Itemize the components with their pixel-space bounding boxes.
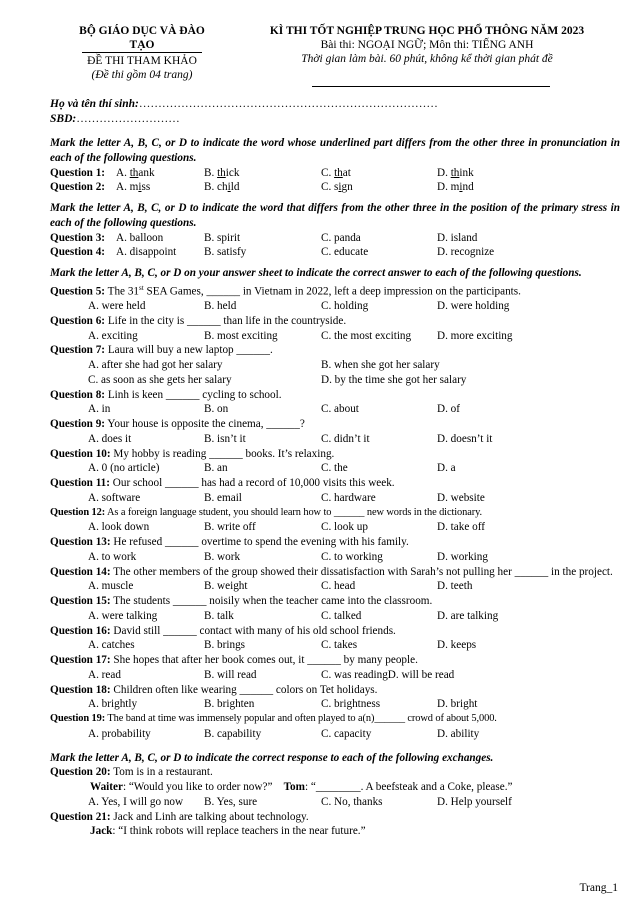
answer-options: [50, 329, 620, 344]
option-d[interactable]: D. recognize: [437, 246, 495, 259]
answer-options: [50, 727, 620, 742]
option-b[interactable]: B. on: [204, 403, 229, 416]
question-label: Question 18:: [50, 683, 111, 696]
candidate-name-field[interactable]: ……………………………………………………………………: [138, 98, 438, 110]
question-label: Question 4:: [50, 246, 106, 259]
option-b[interactable]: B. write off: [204, 521, 256, 534]
question-3: [50, 231, 620, 246]
question-label: Question 16:: [50, 624, 111, 637]
option-b[interactable]: B. an: [204, 462, 228, 475]
option-c[interactable]: C. to working: [321, 550, 383, 563]
option-c[interactable]: C. hardware: [321, 491, 376, 504]
option-b[interactable]: B. satisfy: [204, 246, 247, 259]
exam-body: [50, 136, 620, 839]
question-19: [50, 712, 620, 727]
exam-type: ĐỀ THI THAM KHẢO: [87, 55, 197, 67]
question-21: [50, 810, 620, 825]
header-right: [236, 24, 618, 66]
candidate-name-label: Họ và tên thí sinh:: [50, 98, 139, 110]
question-14: [50, 565, 620, 580]
option-b[interactable]: B. when she got her salary: [321, 359, 440, 372]
option-a[interactable]: A. software: [88, 491, 141, 504]
option-c[interactable]: C. panda: [321, 231, 361, 244]
option-d[interactable]: D. are talking: [437, 609, 499, 622]
option-c[interactable]: C. about: [321, 403, 359, 416]
option-a[interactable]: A. miss: [116, 181, 151, 194]
option-b[interactable]: B. most exciting: [204, 329, 278, 342]
question-label: Question 13:: [50, 536, 111, 549]
option-a[interactable]: A. does it: [88, 432, 132, 445]
speaker-text: : “________. A beefsteak and a Coke, please.”: [304, 781, 513, 794]
answer-options: [50, 491, 620, 506]
option-a[interactable]: A. look down: [88, 521, 150, 534]
option-c[interactable]: C. the: [321, 462, 348, 475]
pages-note: (Đề thi gồm 04 trang): [91, 69, 193, 81]
question-label: Question 2:: [50, 181, 106, 194]
title-divider: [312, 86, 550, 87]
option-a[interactable]: A. after she had got her salary: [88, 359, 223, 372]
option-c[interactable]: C. as soon as she gets her salary: [88, 373, 232, 386]
question-17: [50, 653, 620, 668]
question-text: The students ______ noisily when the teacher came into the classroom.: [113, 595, 433, 608]
sbd-field[interactable]: ………………………: [76, 113, 180, 125]
option-b[interactable]: B. child: [204, 181, 240, 194]
answer-options: [50, 402, 620, 417]
header-left: [52, 24, 232, 82]
option-c-d[interactable]: C. was readingD. will be read: [321, 668, 455, 681]
option-b[interactable]: B. spirit: [204, 231, 241, 244]
question-text: Jack and Linh are talking about technology.: [113, 810, 309, 823]
option-d[interactable]: D. keeps: [437, 639, 477, 652]
option-d[interactable]: D. working: [437, 550, 488, 563]
question-9: [50, 417, 620, 432]
question-text: My hobby is reading ______ books. It’s relaxing.: [113, 447, 335, 460]
option-d[interactable]: D. website: [437, 491, 485, 504]
section1-instruction: Mark the letter A, B, C, or D to indicate the word whose underlined part differs from the other three in pronunciation in each of the following questions.: [50, 137, 620, 164]
question-text: The band at time was immensely popular and often played to a(n)______ crowd of about 5,000.: [107, 713, 497, 725]
option-d[interactable]: D. doesn’t it: [437, 432, 493, 445]
question-4: [50, 245, 620, 260]
option-b[interactable]: B. work: [204, 550, 241, 563]
option-c[interactable]: C. No, thanks: [321, 795, 383, 808]
exam-subject: Bài thi: NGOẠI NGỮ; Môn thi: TIẾNG ANH: [320, 39, 534, 51]
option-d[interactable]: D. Help yourself: [437, 795, 512, 808]
question-7: [50, 343, 620, 358]
question-text: As a foreign language student, you should learn how to ______ new words in the dictionary.: [107, 506, 483, 518]
option-c[interactable]: C. that: [321, 166, 351, 179]
question-label: Question 5:: [50, 285, 106, 298]
option-d[interactable]: D. by the time she got her salary: [321, 373, 467, 386]
option-b[interactable]: B. capability: [204, 727, 262, 740]
option-d[interactable]: D. ability: [437, 727, 480, 740]
section2-instruction: Mark the letter A, B, C, or D to indicate the word that differs from the other three in the position of the primary stress in each of the following questions.: [50, 202, 620, 229]
option-a[interactable]: A. in: [88, 403, 111, 416]
question-text: Tom is in a restaurant.: [113, 766, 213, 779]
option-a[interactable]: A. to work: [88, 550, 137, 563]
question-13: [50, 535, 620, 550]
question-6: [50, 314, 620, 329]
sbd-label: SBD:: [50, 113, 77, 125]
option-b[interactable]: B. thick: [204, 166, 240, 179]
question-text: Laura will buy a new laptop ______.: [107, 344, 273, 357]
dialogue-line: [50, 824, 620, 839]
question-label: Question 3:: [50, 231, 106, 244]
option-c[interactable]: C. sign: [321, 181, 353, 194]
option-c[interactable]: C. head: [321, 580, 356, 593]
answer-options: [50, 358, 620, 373]
question-5: [50, 281, 620, 299]
speaker-label: Tom: [283, 781, 305, 794]
question-text: He refused ______ overtime to spend the evening with his family.: [113, 536, 409, 549]
answer-options: [50, 373, 620, 388]
question-label: Question 10:: [50, 447, 111, 460]
question-15: [50, 594, 620, 609]
exam-duration: Thời gian làm bài. 60 phút, không kể thời gian phát đề: [301, 53, 553, 65]
answer-options: [50, 550, 620, 565]
speaker-label: Waiter: [90, 781, 123, 794]
option-b[interactable]: B. isn’t it: [204, 432, 246, 445]
option-a[interactable]: A. catches: [88, 639, 135, 652]
question-label: Question 11:: [50, 477, 110, 490]
option-d[interactable]: D. more exciting: [437, 329, 513, 342]
question-label: Question 20:: [50, 766, 111, 779]
option-c[interactable]: C. look up: [321, 521, 368, 534]
question-2: [50, 180, 620, 195]
question-text-cont: SEA Games, ______ in Vietnam in 2022, left a deep impression on the participants.: [143, 285, 521, 298]
question-12: [50, 506, 620, 521]
speaker-label: Jack: [90, 825, 113, 838]
option-b[interactable]: B. brighten: [204, 698, 255, 711]
question-label: Question 21:: [50, 810, 111, 823]
option-c[interactable]: C. brightness: [321, 698, 381, 711]
option-a[interactable]: A. 0 (no article): [88, 462, 160, 475]
option-a[interactable]: A. probability: [88, 727, 151, 740]
question-text: Life in the city is ______ than life in the countryside.: [107, 314, 347, 327]
option-d[interactable]: D. teeth: [437, 580, 473, 593]
answer-options: [50, 579, 620, 594]
superscript: st: [139, 283, 144, 292]
question-text: Your house is opposite the cinema, ______?: [107, 418, 305, 431]
section4-instruction: Mark the letter A, B, C, or D to indicate the correct response to each of the following exchanges.: [50, 751, 494, 764]
option-b[interactable]: B. weight: [204, 580, 248, 593]
option-b[interactable]: B. email: [204, 491, 242, 504]
option-c[interactable]: C. the most exciting: [321, 329, 412, 342]
question-label: Question 12:: [50, 506, 106, 518]
option-d[interactable]: D. were holding: [437, 300, 510, 313]
question-text: Our school ______ has had a record of 10,000 visits this week.: [112, 477, 395, 490]
question-label: Question 1:: [50, 166, 106, 179]
option-a[interactable]: A. brightly: [88, 698, 138, 711]
option-d[interactable]: D. of: [437, 403, 460, 416]
question-text: The 31: [107, 285, 140, 298]
question-20: [50, 765, 620, 780]
option-a[interactable]: A. thank: [116, 166, 155, 179]
option-d[interactable]: D. mind: [437, 181, 474, 194]
option-a[interactable]: A. muscle: [88, 580, 134, 593]
ministry-name-cont: TẠO: [129, 39, 155, 51]
question-10: [50, 447, 620, 462]
question-8: [50, 388, 620, 403]
question-text: David still ______ contact with many of his old school friends.: [113, 624, 396, 637]
option-b[interactable]: B. brings: [204, 639, 246, 652]
question-label: Question 7:: [50, 344, 106, 357]
answer-options: [50, 299, 620, 314]
page-number: Trang_1: [579, 882, 618, 894]
dialogue-line: [50, 780, 620, 795]
option-a[interactable]: A. disappoint: [116, 246, 177, 259]
option-c[interactable]: C. talked: [321, 609, 362, 622]
exam-title: KÌ THI TỐT NGHIỆP TRUNG HỌC PHỔ THÔNG NĂM 2023: [269, 25, 585, 37]
option-a[interactable]: A. balloon: [116, 231, 164, 244]
question-label: Question 6:: [50, 314, 106, 327]
question-label: Question 9:: [50, 418, 106, 431]
option-d[interactable]: D. a: [437, 462, 456, 475]
option-d[interactable]: D. island: [437, 231, 478, 244]
candidate-name-line: [50, 97, 438, 111]
option-b[interactable]: B. will read: [204, 668, 257, 681]
question-label: Question 17:: [50, 654, 111, 667]
question-label: Question 15:: [50, 595, 111, 608]
option-c[interactable]: C. capacity: [321, 727, 372, 740]
option-a[interactable]: A. exciting: [88, 329, 138, 342]
option-d[interactable]: D. bright: [437, 698, 478, 711]
answer-options: [50, 668, 620, 683]
answer-options: [50, 520, 620, 535]
question-11: [50, 476, 620, 491]
option-b[interactable]: B. Yes, sure: [204, 795, 258, 808]
option-a[interactable]: A. read: [88, 668, 121, 681]
question-text: Linh is keen ______ cycling to school.: [107, 388, 282, 401]
option-d[interactable]: D. take off: [437, 521, 485, 534]
option-a[interactable]: A. were held: [88, 300, 146, 313]
option-a[interactable]: A. Yes, I will go now: [88, 795, 184, 808]
question-label: Question 19:: [50, 713, 106, 725]
speaker-text: : “I think robots will replace teachers in the near future.”: [112, 825, 366, 838]
question-16: [50, 624, 620, 639]
question-text: Children often like wearing ______ colors on Tet holidays.: [113, 683, 378, 696]
option-c[interactable]: C. educate: [321, 246, 369, 259]
option-c[interactable]: C. takes: [321, 639, 358, 652]
option-a[interactable]: A. were talking: [88, 609, 158, 622]
option-b[interactable]: B. talk: [204, 609, 234, 622]
question-text: The other members of the group showed their dissatisfaction with Sarah’s not pulling her ______ in the project.: [113, 565, 613, 578]
question-text: She hopes that after her book comes out, it ______ by many people.: [113, 654, 418, 667]
speaker-text: : “Would you like to order now?”: [122, 781, 273, 794]
answer-options: [50, 795, 620, 810]
option-d[interactable]: D. think: [437, 166, 474, 179]
question-label: Question 14:: [50, 565, 111, 578]
ministry-name: BỘ GIÁO DỤC VÀ ĐÀO: [79, 25, 205, 37]
option-c[interactable]: C. didn’t it: [321, 432, 370, 445]
answer-options: [50, 697, 620, 712]
question-1: [50, 166, 620, 181]
section3-instruction: Mark the letter A, B, C, or D on your answer sheet to indicate the correct answer to each of the following questions.: [50, 267, 582, 279]
answer-options: [50, 609, 620, 624]
answer-options: [50, 638, 620, 653]
option-c[interactable]: C. holding: [321, 300, 369, 313]
question-18: [50, 683, 620, 698]
answer-options: [50, 461, 620, 476]
answer-options: [50, 432, 620, 447]
option-b[interactable]: B. held: [204, 300, 237, 313]
candidate-sbd-line: [50, 112, 180, 126]
question-label: Question 8:: [50, 388, 106, 401]
